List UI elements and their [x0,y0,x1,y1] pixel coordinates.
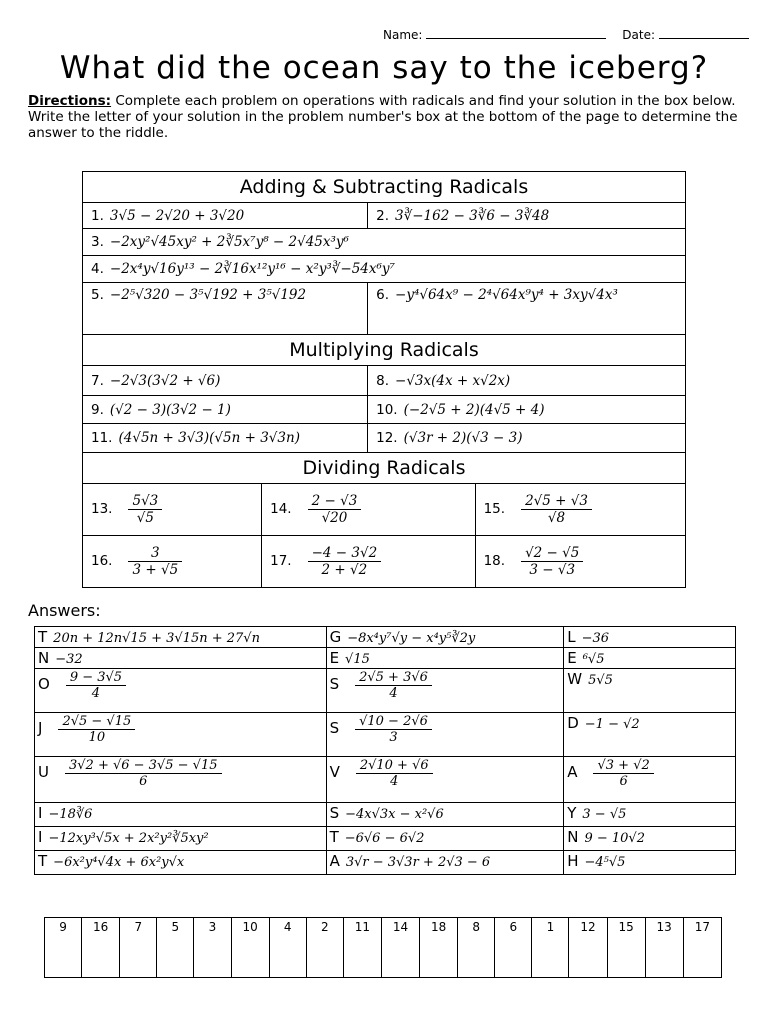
answer-letter: D [567,714,579,732]
answer-expr: ⁶√5 [582,652,605,667]
code-box[interactable]: 13 [645,918,683,978]
page-title: What did the ocean say to the iceberg? [59,50,709,86]
denominator: √20 [321,510,348,526]
code-box[interactable]: 12 [569,918,607,978]
problem-1 [83,203,368,229]
problem-7 [83,366,368,396]
answer-cell [35,669,327,713]
code-box[interactable]: 18 [420,918,458,978]
answer-letter: S [329,718,340,737]
code-box[interactable]: 3 [194,918,231,978]
code-box[interactable]: 17 [683,918,721,978]
date-label: Date: [622,28,656,42]
problem-number: 9. [91,401,104,418]
numerator: 5√3 [128,493,162,510]
answer-expr: 3 − √5 [582,807,627,822]
answer-expr: 3√r − 3√3r + 2√3 − 6 [345,855,491,870]
problem-expr: (√2 − 3)(3√2 − 1) [109,401,231,418]
answers-label: Answers: [28,601,101,620]
problem-expr: 3√5 − 2√20 + 3√20 [109,207,245,224]
problem-number: 12. [376,430,398,446]
code-box[interactable]: 14 [381,918,419,978]
answer-letter: S [329,804,340,822]
answer-fraction [356,758,433,789]
problem-fraction [308,493,362,526]
answer-letter: W [567,670,583,688]
numerator: 2√5 + √3 [521,493,592,510]
problem-expr: −y⁴√64x⁹ − 2⁴√64x⁹y⁴ + 3xy√4x³ [395,287,618,303]
answer-fraction [593,758,653,789]
problem-8 [368,366,686,396]
problem-18 [475,536,685,588]
problem-expr: (−2√5 + 2)(4√5 + 4) [403,401,545,418]
code-box[interactable]: 5 [157,918,194,978]
problem-2 [368,203,686,229]
denominator: 3 − √3 [529,562,576,578]
denominator: 2 + √2 [321,562,368,578]
date-field[interactable] [659,38,749,39]
answer-expr: 9 − 10√2 [584,831,645,846]
section-dividing: Dividing Radicals [83,453,686,484]
answer-cell [326,669,564,713]
answer-expr: −1 − √2 [584,717,640,732]
answer-expr: −12xy³√5x + 2x²y²∛5xy² [48,831,209,846]
answer-cell [326,627,564,648]
problem-9 [83,396,368,424]
section-multiplying: Multiplying Radicals [83,335,686,366]
answer-fraction [355,714,432,745]
answer-cell [35,757,327,803]
answer-cell [564,627,736,648]
code-box[interactable]: 8 [458,918,495,978]
answer-letter: O [38,674,50,693]
problem-expr: 3∛−162 − 3∛6 − 3∛48 [395,207,550,224]
answer-letter: A [567,762,578,781]
code-box[interactable]: 7 [120,918,157,978]
answer-cell [326,827,564,851]
answer-expr: −32 [55,652,83,667]
problem-number: 1. [91,207,104,224]
answer-expr: −4x√3x − x²√6 [345,807,444,822]
answer-letter: T [38,852,48,870]
problem-13 [83,484,262,536]
code-box[interactable]: 11 [343,918,381,978]
numerator: 9 − 3√5 [66,670,126,686]
answer-letter: S [329,674,340,693]
problem-expr: (4√5n + 3√3)(√5n + 3√3n) [118,430,300,446]
answer-cell [35,803,327,827]
answer-letter: I [38,828,43,846]
problem-4 [83,256,686,283]
numerator: √10 − 2√6 [355,714,432,730]
problem-16 [83,536,262,588]
problem-expr: −2x⁴y√16y¹³ − 2∛16x¹²y¹⁶ − x²y³∛−54x⁶y⁷ [109,261,395,277]
answer-cell [326,713,564,757]
numerator: 2√5 − √15 [58,714,135,730]
problem-number: 10. [376,401,398,418]
numerator: −4 − 3√2 [308,545,382,562]
problem-number: 13. [91,501,113,518]
answer-letter: N [567,828,579,846]
code-box[interactable]: 10 [231,918,269,978]
answer-expr: 5√5 [588,673,613,688]
answer-fraction [58,714,135,745]
answer-cell [326,851,564,875]
section-adding-subtracting: Adding & Subtracting Radicals [83,172,686,203]
answer-letter: U [38,762,49,781]
problem-fraction [128,545,182,578]
numerator: 2√5 + 3√6 [355,670,432,686]
denominator: √5 [136,510,154,526]
answer-cell [35,713,327,757]
problem-3 [83,229,686,256]
problem-number: 4. [91,261,104,277]
answer-cell [564,648,736,669]
name-field[interactable] [426,38,606,39]
problem-number: 3. [91,234,104,250]
problem-5 [83,283,368,335]
problem-number: 6. [376,287,390,303]
problem-number: 14. [270,501,292,518]
answer-expr: −8x⁴y⁷√y − x⁴y⁵∛2y [347,631,476,646]
answer-expr: −18∛6 [48,807,93,822]
answer-cell [35,627,327,648]
answer-letter: J [38,718,43,737]
answer-letter: H [567,852,579,870]
code-box[interactable]: 6 [495,918,532,978]
answer-cell [564,827,736,851]
answer-fraction [66,670,126,701]
problem-10 [368,396,686,424]
answer-cell [564,713,736,757]
answer-letter: V [329,762,340,781]
problem-fraction [521,545,583,578]
answer-letter: L [567,628,576,646]
problem-number: 16. [91,553,113,570]
answer-letter: E [329,649,340,667]
problem-expr: (√3r + 2)(√3 − 3) [403,430,523,446]
problem-expr: −√3x(4x + x√2x) [395,372,511,389]
answer-expr: 20n + 12n√15 + 3√15n + 27√n [53,631,260,646]
directions-label: Directions: [28,93,112,109]
problem-number: 7. [91,372,104,389]
code-box[interactable]: 9 [45,918,82,978]
answer-cell [564,851,736,875]
answer-fraction [355,670,432,701]
answer-cell [564,757,736,803]
numerator: 3 [128,545,182,562]
answer-cell [326,757,564,803]
code-box[interactable]: 1 [532,918,569,978]
problem-6 [368,283,686,335]
numerator: 2√10 + √6 [356,758,433,774]
problem-number: 18. [483,553,506,570]
answer-letter: E [567,649,577,667]
denominator: √8 [547,510,566,526]
riddle-code-boxes [44,917,722,978]
answer-cell [326,803,564,827]
answer-letter: I [38,804,43,822]
problem-fraction [128,493,162,526]
answer-letter: T [329,828,339,846]
denominator: 4 [91,686,101,701]
problem-11 [83,424,368,453]
numerator: √3 + √2 [593,758,653,774]
answers-table [34,626,736,875]
directions-text: Complete each problem on operations with radicals and find your solution in the box below. Write the letter of your solution in the problem number's box at the bottom of the page to determine the answer to the riddle. [28,93,738,141]
denominator: 10 [88,730,106,745]
answer-cell [35,851,327,875]
problem-fraction [308,545,382,578]
denominator: 4 [390,774,399,789]
problems-table [82,171,686,588]
problem-number: 2. [376,207,390,224]
problem-number: 8. [376,372,390,389]
problem-17 [262,536,475,588]
problem-12 [368,424,686,453]
problem-14 [262,484,475,536]
answer-letter: Y [567,804,577,822]
code-box[interactable]: 15 [607,918,645,978]
answer-letter: T [38,628,48,646]
answer-expr: −6x²y⁴√4x + 6x²y√x [53,855,185,870]
problem-number: 17. [270,553,292,570]
answer-expr: −4⁵√5 [584,855,626,870]
problem-expr: −2xy²√45xy² + 2∛5x⁷y⁸ − 2√45x³y⁶ [109,234,349,250]
problem-number: 5. [91,287,104,303]
numerator: 2 − √3 [308,493,362,510]
answer-cell [35,827,327,851]
answer-expr: −36 [581,631,610,646]
numerator: √2 − √5 [521,545,583,562]
code-box[interactable]: 2 [306,918,343,978]
problem-number: 11. [91,430,113,446]
denominator: 3 [389,730,398,745]
denominator: 4 [389,686,398,701]
answer-fraction [65,758,222,789]
problem-fraction [521,493,592,526]
directions [28,93,748,141]
answer-expr: √15 [345,652,370,667]
code-box[interactable]: 4 [269,918,306,978]
answer-cell [564,803,736,827]
answer-cell [326,648,564,669]
problem-expr: −2⁵√320 − 3⁵√192 + 3⁵√192 [109,287,307,303]
name-label: Name: [383,28,423,42]
problem-expr: −2√3(3√2 + √6) [109,372,221,389]
answer-cell [35,648,327,669]
denominator: 3 + √5 [132,562,179,578]
numerator: 3√2 + √6 − 3√5 − √15 [65,758,222,774]
answer-letter: G [329,628,342,646]
problem-number: 15. [483,501,506,518]
answer-letter: N [38,649,50,667]
name-date-header [383,28,749,42]
answer-letter: A [329,852,340,870]
code-box[interactable]: 16 [82,918,120,978]
denominator: 6 [619,774,628,789]
answer-cell [564,669,736,713]
answer-expr: −6√6 − 6√2 [344,831,425,846]
denominator: 6 [139,774,148,789]
problem-15 [475,484,685,536]
